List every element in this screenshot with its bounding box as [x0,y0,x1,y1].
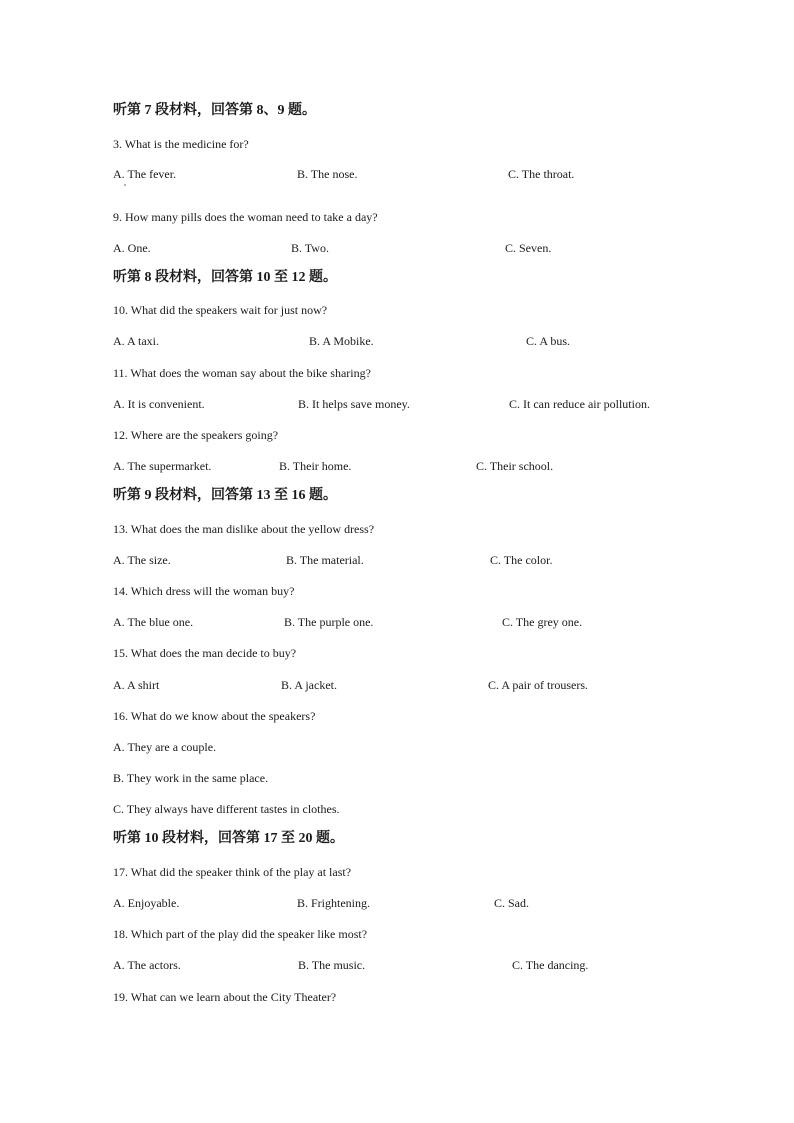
question-text: 18. Which part of the play did the speaker like most? [113,927,368,941]
section-heading: 听第 10 段材料，回答第 17 至 20 题。 [113,831,344,846]
section-heading: 听第 7 段材料，回答第 8、9 题。 [113,103,316,118]
option-b: B. The nose. [297,167,358,181]
option-b: B. Frightening. [297,896,371,910]
section-heading: 听第 8 段材料，回答第 10 至 12 题。 [113,270,337,285]
option-b: B. A Mobike. [309,334,374,348]
option-b: B. They work in the same place. [113,771,269,785]
option-c: C. The throat. [508,167,575,181]
question-text: 3. What is the medicine for? [113,137,249,151]
option-c: C. A pair of trousers. [488,678,588,692]
option-a: A. It is convenient. [113,397,205,411]
question-text: 11. What does the woman say about the bike sharing? [113,366,371,380]
stray-mark [124,184,126,186]
option-c: C. The color. [490,553,553,567]
question-text: 17. What did the speaker think of the play at last? [113,865,352,879]
option-b: B. The purple one. [284,615,374,629]
question-text: 16. What do we know about the speakers? [113,709,316,723]
question-text: 12. Where are the speakers going? [113,428,279,442]
option-b: B. Two. [291,241,329,255]
option-a: A. A taxi. [113,334,160,348]
option-c: C. Seven. [505,241,552,255]
question-text: 19. What can we learn about the City Theater? [113,990,337,1004]
option-c: C. Their school. [476,459,554,473]
option-c: C. Sad. [494,896,530,910]
option-c: C. They always have different tastes in clothes. [113,802,340,816]
option-a: A. The size. [113,553,171,567]
question-text: 9. How many pills does the woman need to take a day? [113,210,378,224]
question-text: 13. What does the man dislike about the yellow dress? [113,522,375,536]
question-text: 15. What does the man decide to buy? [113,646,297,660]
option-a: A. One. [113,241,151,255]
option-a: A. The actors. [113,958,181,972]
option-c: C. The grey one. [502,615,583,629]
option-a: A. The blue one. [113,615,194,629]
option-c: C. A bus. [526,334,571,348]
option-b: B. A jacket. [281,678,337,692]
option-b: B. The material. [286,553,364,567]
option-a: A. They are a couple. [113,740,217,754]
option-b: B. It helps save money. [298,397,410,411]
option-c: C. It can reduce air pollution. [509,397,650,411]
option-a: A. The fever. [113,167,177,181]
question-text: 10. What did the speakers wait for just now? [113,303,328,317]
option-c: C. The dancing. [512,958,589,972]
question-text: 14. Which dress will the woman buy? [113,584,295,598]
section-heading: 听第 9 段材料，回答第 13 至 16 题。 [113,488,337,503]
option-a: A. The supermarket. [113,459,212,473]
option-b: B. The music. [298,958,366,972]
option-a: A. Enjoyable. [113,896,180,910]
option-a: A. A shirt [113,678,160,692]
option-b: B. Their home. [279,459,352,473]
